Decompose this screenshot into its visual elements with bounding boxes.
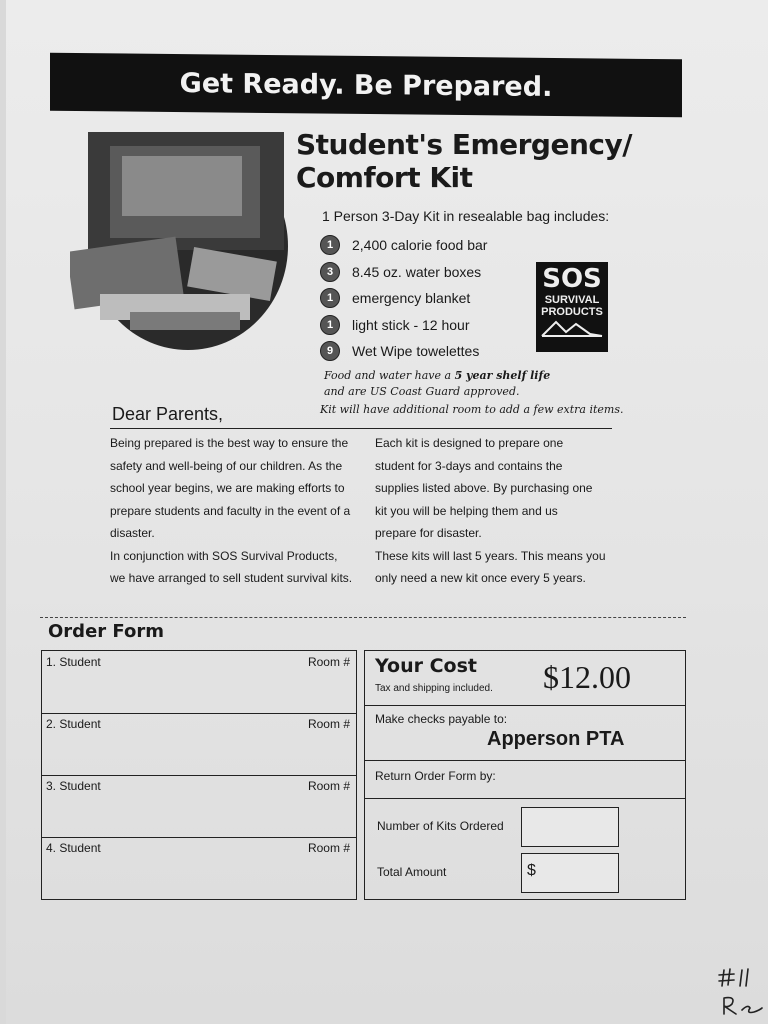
number-badge-icon: 1: [320, 315, 340, 335]
item-label: Wet Wipe towelettes: [352, 343, 480, 360]
text-line: Each kit is designed to prepare one: [375, 436, 564, 450]
order-form-title: Order Form: [48, 621, 164, 642]
note-pre: Food and water have a: [324, 369, 452, 382]
return-section: [365, 761, 685, 799]
kits-ordered-field[interactable]: [521, 807, 619, 847]
cut-line: [40, 617, 686, 618]
note-line-2: and are US Coast Guard approved.: [324, 385, 520, 398]
student-label: 3. Student: [46, 779, 101, 793]
kit-items-list: [320, 232, 487, 365]
room-label: Room #: [307, 779, 350, 793]
kit-title: [296, 128, 656, 194]
logo-products: PRODUCTS: [541, 306, 603, 318]
payable-to: Apperson PTA: [487, 728, 625, 750]
kit-intro: 1 Person 3-Day Kit in resealable bag includes:: [322, 208, 610, 224]
room-label: Room #: [307, 717, 350, 731]
dollar-sign: $: [527, 862, 536, 879]
text-line: These kits will last 5 years. This means you: [375, 548, 606, 563]
tax-note: Tax and shipping included.: [375, 683, 493, 694]
student-table: [41, 650, 357, 900]
logo-survival: SURVIVAL: [544, 294, 600, 306]
room-label: Room #: [307, 655, 350, 669]
divider: [110, 428, 612, 429]
student-row[interactable]: [42, 775, 356, 838]
list-item: [320, 285, 487, 312]
text-line: prepare students and faculty in the event of a: [110, 503, 351, 518]
item-label: light stick - 12 hour: [352, 316, 470, 333]
cost-section: [365, 651, 685, 706]
text-line: prepare for disaster.: [375, 526, 482, 540]
number-badge-icon: 9: [320, 341, 340, 361]
student-row[interactable]: [42, 713, 356, 776]
payable-section: [365, 706, 685, 761]
text-line: school year begins, we are making efforts to: [110, 481, 345, 495]
kit-photo: [70, 126, 290, 350]
text-line: student for 3-days and contains the: [375, 458, 563, 473]
number-badge-icon: 1: [320, 288, 340, 308]
note-line-3: Kit will have additional room to add a few extra items.: [320, 403, 624, 416]
number-badge-icon: 1: [320, 235, 340, 255]
text-line: In conjunction with SOS Survival Products,: [110, 548, 338, 563]
letter-column-2: [375, 432, 625, 590]
student-row[interactable]: [42, 651, 356, 714]
title-line-1: Student's Emergency/: [296, 128, 632, 161]
handwritten-note: [718, 966, 768, 1018]
number-badge-icon: 3: [320, 262, 340, 282]
text-line: safety and well-being of our children. As the: [110, 458, 343, 473]
logo-sos: SOS: [542, 264, 602, 294]
text-line: kit you will be helping them and us: [375, 503, 558, 518]
header-banner: Get Ready. Be Prepared.: [50, 53, 682, 118]
kit-notes: [320, 368, 624, 418]
text-line: disaster.: [110, 526, 155, 540]
text-line: Being prepared is the best way to ensure the: [110, 436, 349, 450]
total-amount-label: Total Amount: [377, 865, 447, 879]
student-label: 1. Student: [46, 655, 101, 669]
greeting: Dear Parents,: [112, 404, 224, 424]
payable-label: Make checks payable to:: [375, 712, 508, 726]
list-item: [320, 338, 487, 365]
mountain-icon: [540, 318, 604, 338]
item-label: emergency blanket: [352, 290, 471, 307]
return-label: Return Order Form by:: [375, 769, 496, 783]
text-line: supplies listed above. By purchasing one: [375, 481, 593, 495]
item-label: 2,400 calorie food bar: [352, 237, 488, 254]
kits-ordered-label: Number of Kits Ordered: [377, 819, 504, 833]
cost-box: [364, 650, 686, 900]
letter-column-1: [110, 432, 366, 590]
student-label: 4. Student: [46, 841, 101, 855]
text-line: only need a new kit once every 5 years.: [375, 571, 586, 585]
note-line-1: [324, 368, 623, 384]
student-row[interactable]: [42, 837, 356, 899]
item-label: 8.45 oz. water boxes: [352, 263, 482, 280]
room-label: Room #: [307, 841, 350, 855]
sos-logo: [536, 262, 608, 352]
total-amount-field[interactable]: [521, 853, 619, 893]
list-item: [320, 232, 487, 259]
price: $12.00: [543, 659, 631, 695]
student-label: 2. Student: [46, 717, 101, 731]
your-cost-label: Your Cost: [375, 655, 477, 677]
list-item: [320, 259, 487, 286]
title-line-2: Comfort Kit: [296, 161, 473, 194]
list-item: [320, 312, 487, 339]
flyer-page: [6, 0, 768, 1024]
note-shelf-life: 5 year shelf life: [454, 369, 551, 382]
text-line: we have arranged to sell student survival kits.: [110, 571, 353, 585]
